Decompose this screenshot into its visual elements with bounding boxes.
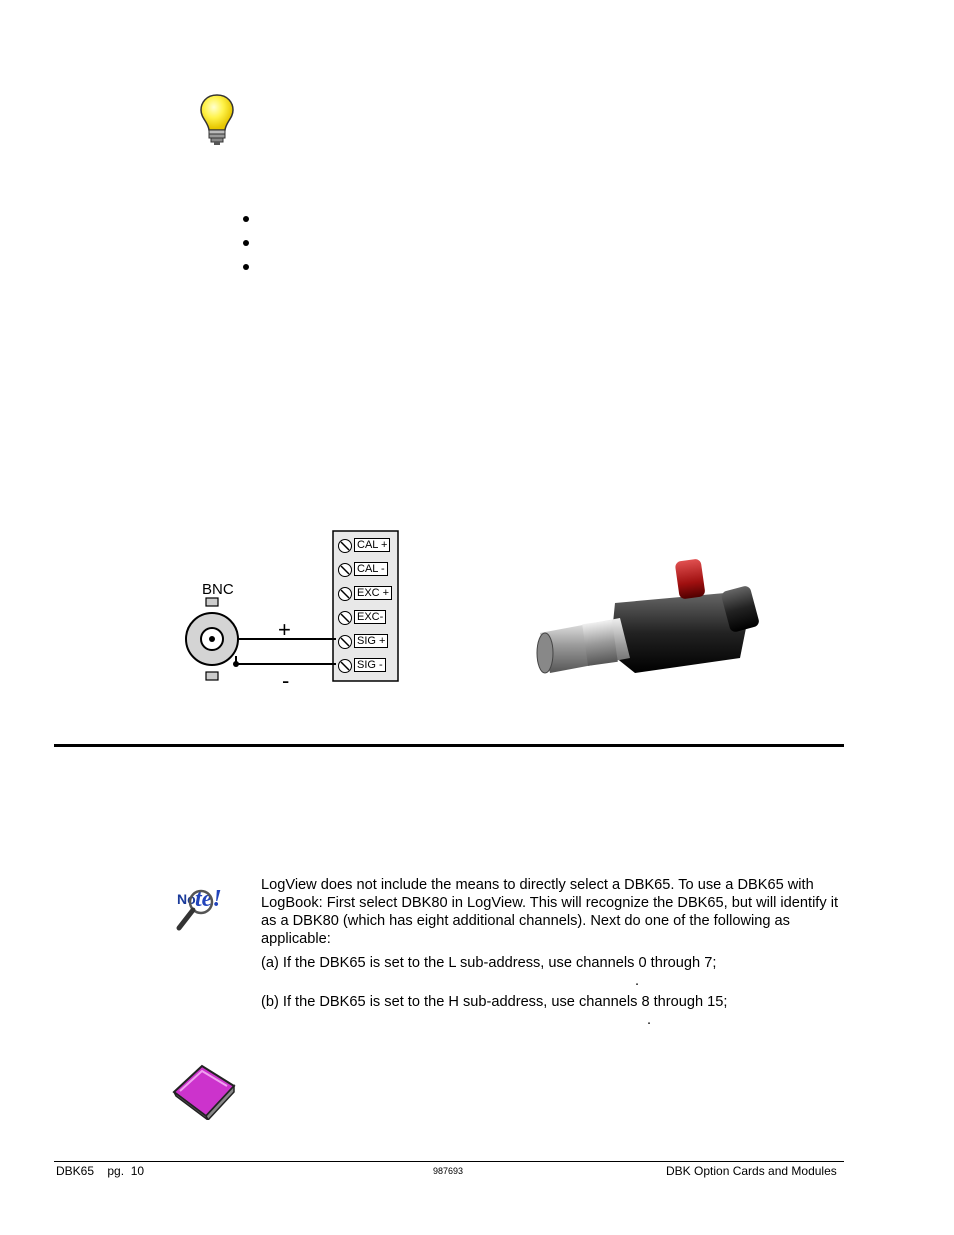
bullet-1 bbox=[243, 216, 249, 222]
lightbulb-icon bbox=[197, 92, 237, 148]
plus-label: + bbox=[278, 617, 291, 642]
bullet-3 bbox=[243, 264, 249, 270]
screw-icon bbox=[338, 611, 352, 625]
bnc-adapter-photo bbox=[525, 548, 770, 693]
note-icon bbox=[175, 876, 233, 932]
screw-icon bbox=[338, 587, 352, 601]
bnc-label: BNC bbox=[202, 581, 234, 598]
terminal-row bbox=[336, 584, 396, 604]
terminal-label: SIG + bbox=[354, 634, 388, 648]
section-divider bbox=[54, 744, 844, 747]
note-item-a: (a) If the DBK65 is set to the L sub-address, use channels 0 through 7; bbox=[261, 955, 717, 971]
bullet-2 bbox=[243, 240, 249, 246]
terminal-row bbox=[336, 608, 396, 628]
terminal-label: SIG - bbox=[354, 658, 386, 672]
screw-icon bbox=[338, 563, 352, 577]
terminal-label: CAL + bbox=[354, 538, 390, 552]
screw-icon bbox=[338, 659, 352, 673]
terminal-row bbox=[336, 632, 396, 652]
terminal-label: CAL - bbox=[354, 562, 388, 576]
footer-right: DBK Option Cards and Modules bbox=[666, 1164, 837, 1178]
minus-label: - bbox=[282, 668, 290, 693]
note-paragraph: LogView does not include the means to directly select a DBK65. To use a DBK65 with LogBook: First select DBK80 in LogView. This will recognize the DBK65, but will identify it as a DBK80 (which has eight additional channels). Next do one of the following as applicable: bbox=[261, 877, 839, 947]
svg-text:te!: te! bbox=[195, 886, 222, 912]
terminal-row bbox=[336, 560, 396, 580]
svg-text:No: No bbox=[177, 891, 196, 907]
terminal-row bbox=[336, 656, 396, 676]
screw-icon bbox=[338, 635, 352, 649]
note-item-b: (b) If the DBK65 is set to the H sub-address, use channels 8 through 15; bbox=[261, 994, 728, 1010]
terminal-label: EXC + bbox=[354, 586, 392, 600]
terminal-row bbox=[336, 536, 396, 556]
screw-icon bbox=[338, 539, 352, 553]
footer-rule bbox=[54, 1161, 844, 1162]
footer-left: DBK65 pg. 10 bbox=[56, 1164, 145, 1178]
note-item-b-tail: . bbox=[647, 1012, 652, 1028]
note-item-a-tail: . bbox=[635, 973, 640, 989]
reference-book-icon bbox=[172, 1062, 238, 1120]
footer-center: 987693 bbox=[433, 1166, 464, 1176]
terminal-label: EXC- bbox=[354, 610, 386, 624]
